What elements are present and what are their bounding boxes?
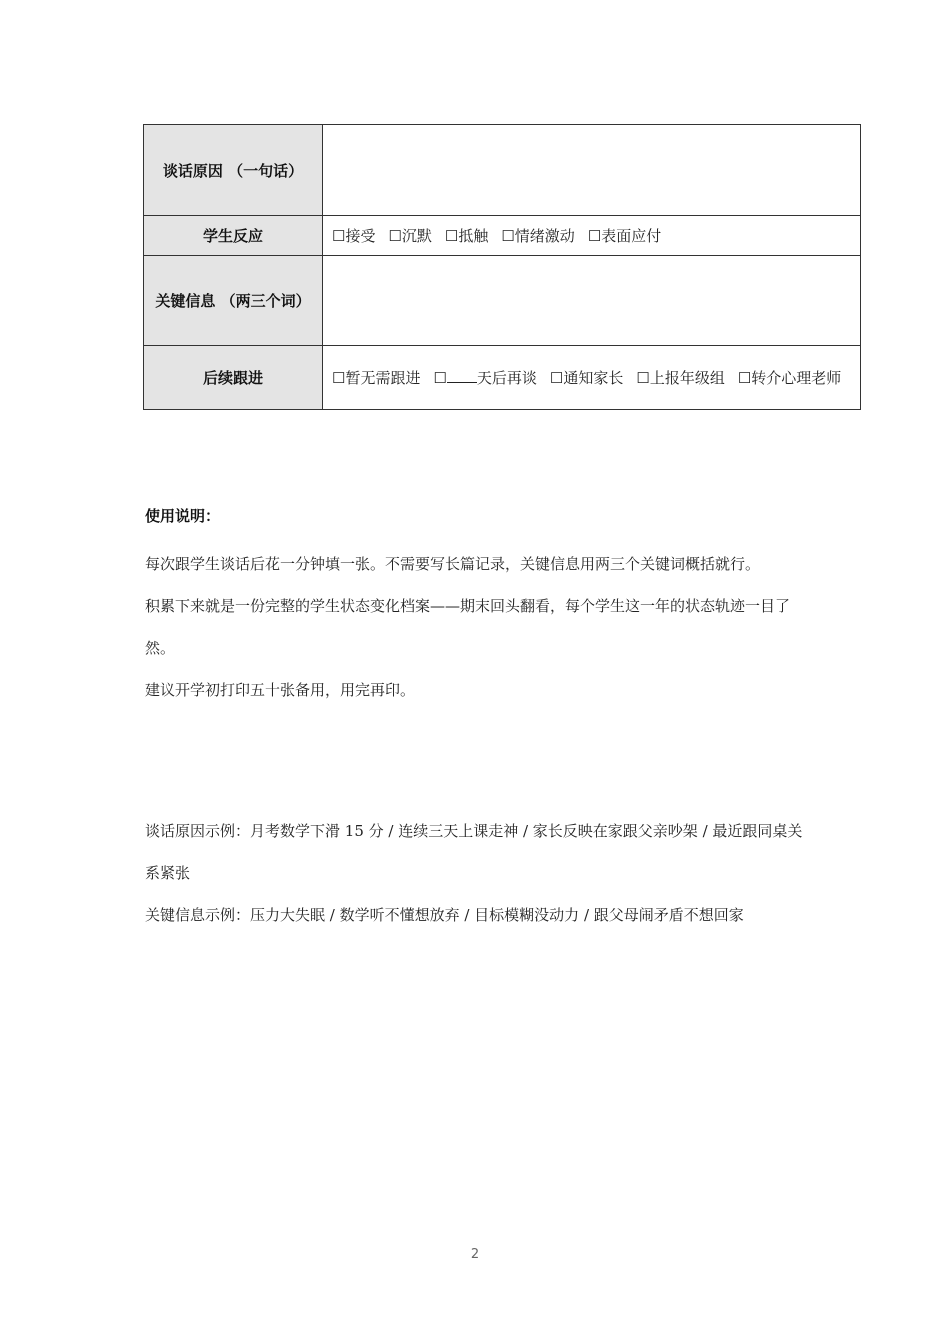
option-silent[interactable]: ☐沉默 (388, 226, 432, 245)
reason-label: 谈话原因 （一句话） (144, 125, 323, 216)
keywords-field[interactable] (323, 256, 861, 346)
option-accept[interactable]: ☐接受 (332, 226, 376, 245)
reaction-options (323, 216, 861, 256)
option-perfunctory[interactable]: ☐表面应付 (587, 226, 662, 245)
talk-record-form (143, 124, 861, 410)
form-row-followup (144, 346, 861, 410)
form-row-keywords (144, 256, 861, 346)
followup-label: 后续跟进 (144, 346, 323, 410)
option-resist[interactable]: ☐抵触 (444, 226, 489, 245)
option-notify-parent[interactable]: ☐通知家长 (549, 368, 624, 387)
option-days-later[interactable]: 天后再谈 (476, 368, 537, 387)
option-refer-counselor[interactable]: ☐转介心理老师 (737, 368, 842, 387)
keyword-examples: 关键信息示例：压力大失眠 / 数学听不懂想放弃 / 目标模糊没动力 / 跟父母闹矛盾不想回家 (145, 906, 744, 924)
examples-section (145, 810, 810, 936)
reason-field[interactable] (323, 125, 861, 216)
form-row-reaction (144, 216, 861, 256)
instructions-body (145, 543, 810, 711)
form-row-reason (144, 125, 861, 216)
option-report-grade[interactable]: ☐上报年级组 (636, 368, 725, 387)
instruction-paragraph: 积累下来就是一份完整的学生状态变化档案——期末回头翻看，每个学生这一年的状态轨迹一目了然。 (145, 597, 791, 657)
keywords-label: 关键信息 （两三个词） (144, 256, 323, 346)
instruction-paragraph: 建议开学初打印五十张备用，用完再印。 (145, 681, 416, 699)
days-blank[interactable] (447, 370, 477, 383)
followup-options (323, 346, 861, 410)
option-emotional[interactable]: ☐情绪激动 (501, 226, 575, 245)
instructions-title: 使用说明： (145, 507, 221, 525)
option-no-followup[interactable]: ☐暂无需跟进 (332, 368, 421, 387)
option-days-later-checkbox[interactable]: ☐ (433, 368, 447, 387)
reason-examples: 谈话原因示例：月考数学下滑 15 分 / 连续三天上课走神 / 家长反映在家跟父亲吵架 / 最近跟同桌关系紧张 (145, 822, 803, 882)
page-number: 2 (470, 1247, 480, 1262)
instruction-paragraph: 每次跟学生谈话后花一分钟填一张。不需要写长篇记录，关键信息用两三个关键词概括就行。 (145, 555, 761, 573)
reaction-label: 学生反应 (144, 216, 323, 256)
